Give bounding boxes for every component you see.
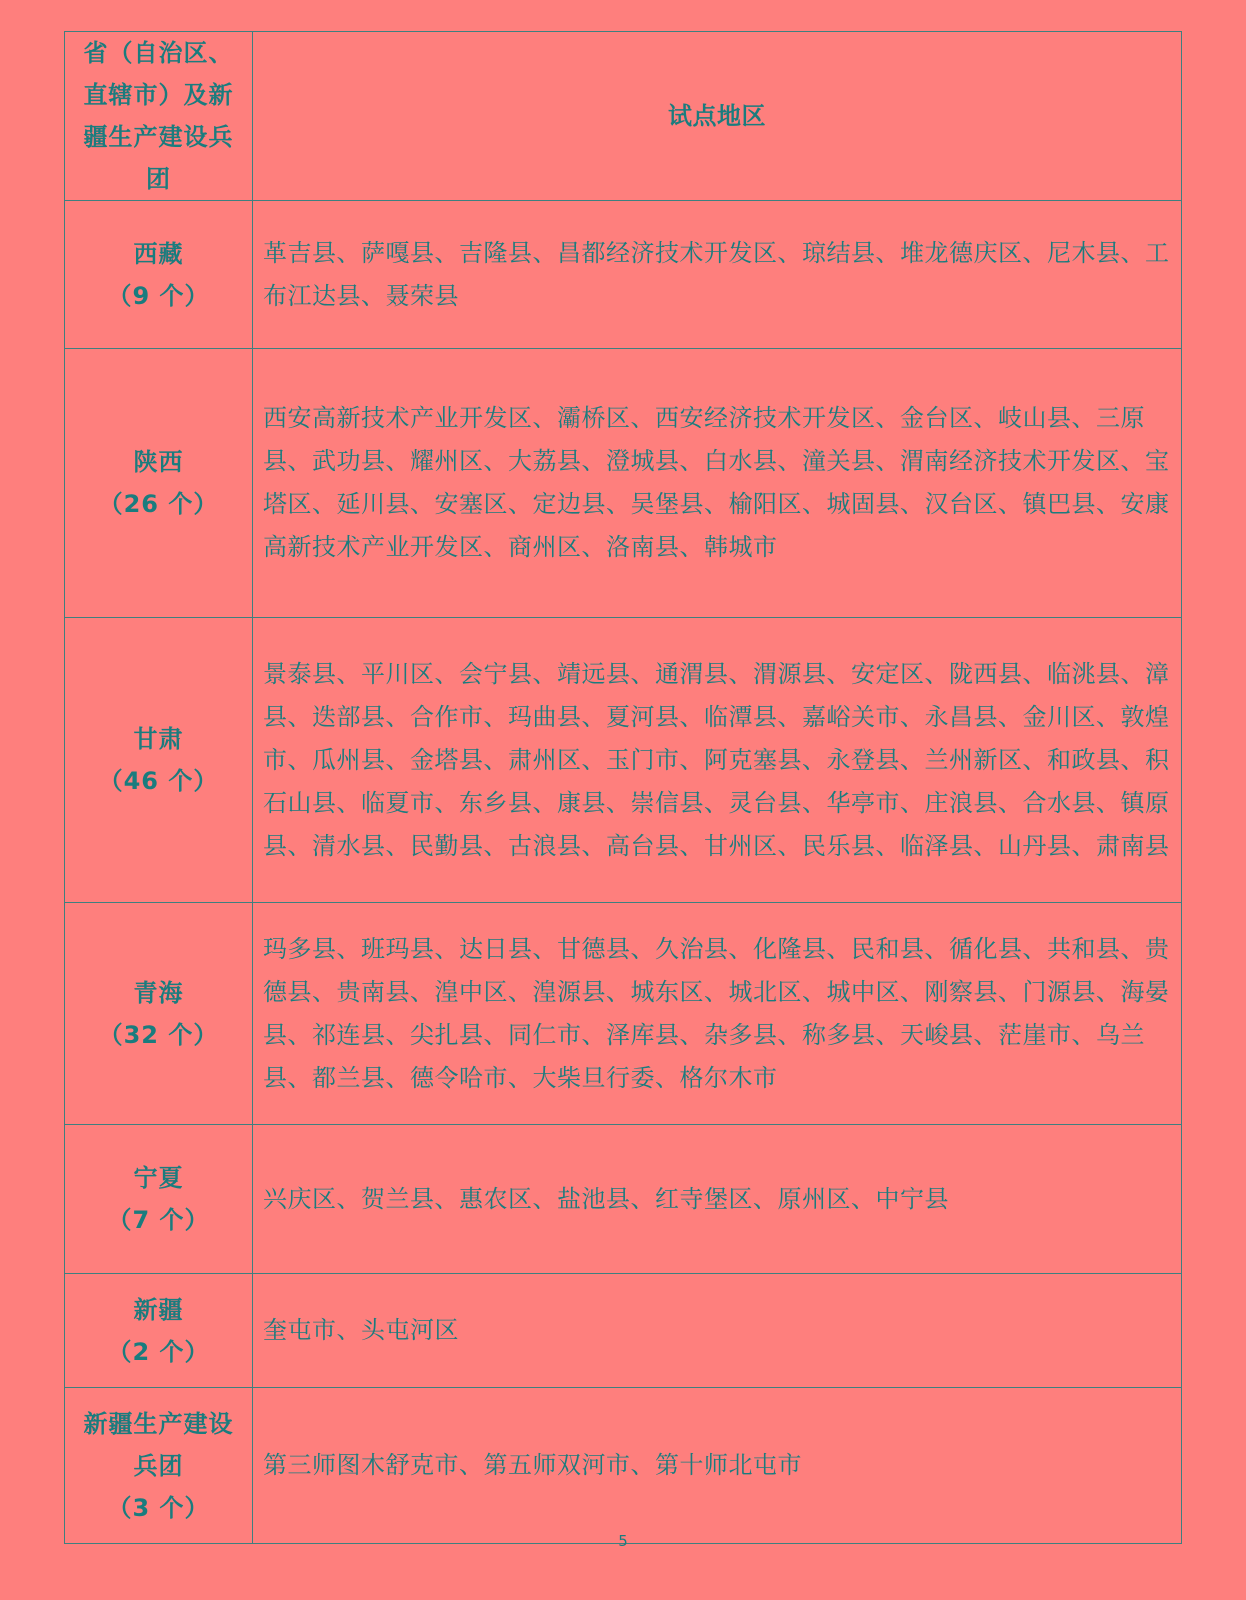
table-row [65,349,1182,618]
province-name: 新疆生产建设兵团 [83,1409,234,1480]
province-name: 新疆 [133,1295,184,1324]
region-list: 景泰县、平川区、会宁县、靖远县、通渭县、渭源县、安定区、陇西县、临洮县、漳县、迭部县、合作市、玛曲县、夏河县、临潭县、嘉峪关市、永昌县、金川区、敦煌市、瓜州县、金塔县、肃州区、玉门市、阿克塞县、永登县、兰州新区、和政县、积石山县、临夏市、东乡县、康县、崇信县、灵台县、华亭市、庄浪县、合水县、镇原县、清水县、民勤县、古浪县、高台县、甘州区、民乐县、临泽县、山丹县、肃南县 [253,618,1182,903]
province-count: （9 个） [107,281,210,310]
table-row [65,618,1182,903]
province-count: （7 个） [107,1206,210,1234]
table-row [65,1125,1182,1274]
province-count: （46 个） [98,767,219,795]
table-row [65,201,1182,349]
region-list: 革吉县、萨嘎县、吉隆县、昌都经济技术开发区、琼结县、堆龙德庆区、尼木县、工布江达县、聂荣县 [253,201,1182,349]
table-row [65,1388,1182,1544]
page-number: 5 [618,1532,628,1550]
table-row [65,1274,1182,1388]
pilot-regions-table [64,31,1182,1544]
province-name: 甘肃 [133,725,184,753]
province-cell [65,903,253,1125]
province-name: 西藏 [133,239,184,268]
table-row [65,903,1182,1125]
province-cell [65,1274,253,1388]
province-cell [65,349,253,618]
province-cell [65,201,253,349]
region-list: 西安高新技术产业开发区、灞桥区、西安经济技术开发区、金台区、岐山县、三原县、武功县、耀州区、大荔县、澄城县、白水县、潼关县、渭南经济技术开发区、宝塔区、延川县、安塞区、定边县、吴堡县、榆阳区、城固县、汉台区、镇巴县、安康高新技术产业开发区、商州区、洛南县、韩城市 [253,349,1182,618]
province-cell [65,618,253,903]
province-count: （26 个） [98,490,219,518]
table-header-row [65,32,1182,201]
region-list: 奎屯市、头屯河区 [253,1274,1182,1388]
header-region-column: 试点地区 [253,32,1182,201]
province-name: 青海 [133,978,184,1007]
region-list: 玛多县、班玛县、达日县、甘德县、久治县、化隆县、民和县、循化县、共和县、贵德县、贵南县、湟中区、湟源县、城东区、城北区、城中区、刚察县、门源县、海晏县、祁连县、尖扎县、同仁市、泽库县、杂多县、称多县、天峻县、茫崖市、乌兰县、都兰县、德令哈市、大柴旦行委、格尔木市 [253,903,1182,1125]
region-list: 第三师图木舒克市、第五师双河市、第十师北屯市 [253,1388,1182,1544]
province-cell [65,1388,253,1544]
province-cell [65,1125,253,1274]
header-province-column: 省（自治区、直辖市）及新疆生产建设兵团 [65,32,253,201]
province-count: （2 个） [107,1337,210,1366]
province-count: （3 个） [107,1493,210,1522]
province-count: （32 个） [98,1020,219,1049]
region-list: 兴庆区、贺兰县、惠农区、盐池县、红寺堡区、原州区、中宁县 [253,1125,1182,1274]
province-name: 宁夏 [133,1164,184,1192]
province-name: 陕西 [133,448,184,476]
